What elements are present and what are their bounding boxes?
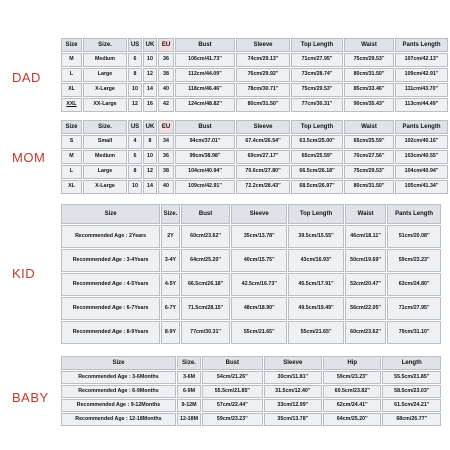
dad-cell: 12 — [128, 98, 142, 112]
dad-cell: Medium — [83, 53, 127, 67]
dad-header-cell: Size — [61, 38, 82, 52]
mom-cell: 103cm/40.55'' — [395, 150, 448, 164]
kid-header-cell: Size — [61, 204, 160, 224]
baby-header-cell: Sleeve — [264, 356, 322, 370]
dad-cell: 40 — [158, 83, 174, 97]
baby-cell: 61.5cm/24.21'' — [382, 399, 441, 412]
table-row — [61, 385, 441, 398]
dad-header-cell: Pants Length — [395, 38, 448, 52]
baby-header-cell: Bust — [202, 356, 262, 370]
kid-cell: 39.5cm/15.55'' — [288, 225, 344, 248]
baby-cell: Recommended Age : 9-12Months — [61, 399, 176, 412]
mom-cell: 40 — [158, 180, 174, 194]
mom-cell: L — [61, 165, 82, 179]
kid-header-cell: Sleeve — [231, 204, 287, 224]
kid-cell: 56cm/22.05'' — [345, 297, 386, 320]
dad-cell: 109cm/42.91'' — [395, 68, 448, 82]
mom-cell: 72.2cm/28.43'' — [236, 180, 290, 194]
kid-cell: Recommended Age : 4-5Years — [61, 273, 160, 296]
dad-cell: 85cm/33.46'' — [344, 83, 394, 97]
mom-cell: 105cm/41.34'' — [395, 180, 448, 194]
dad-header-cell: UK — [143, 38, 157, 52]
kid-cell: 64cm/25.20'' — [181, 249, 231, 272]
mom-cell: 102cm/40.16'' — [395, 135, 448, 149]
baby-cell: 6-9M — [177, 385, 201, 398]
mom-cell: 36 — [158, 150, 174, 164]
baby-header-cell: Size — [61, 356, 176, 370]
mom-cell: 14 — [143, 180, 157, 194]
kid-cell: 50cm/19.69'' — [345, 249, 386, 272]
dad-cell: 118cm/46.46'' — [175, 83, 235, 97]
kid-cell: 52cm/20.47'' — [345, 273, 386, 296]
kid-header-cell: Pants Length — [387, 204, 441, 224]
dad-cell: 36 — [158, 53, 174, 67]
kid-cell: 60cm/23.62'' — [181, 225, 231, 248]
table-row — [61, 165, 448, 179]
baby-cell: 31.5cm/12.40'' — [264, 385, 322, 398]
kid-cell: 3-4Y — [161, 249, 180, 272]
kid-cell: 46cm/18.11'' — [345, 225, 386, 248]
dad-cell: XX-Large — [83, 98, 127, 112]
dad-cell: 12 — [143, 68, 157, 82]
dad-header-cell: EU — [158, 38, 174, 52]
mom-cell: 66.5cm/26.18'' — [291, 165, 343, 179]
baby-cell: 60.5cm/23.82'' — [323, 385, 381, 398]
dad-cell: 14 — [143, 83, 157, 97]
table-row — [61, 150, 448, 164]
baby-cell: 55.5cm/21.85'' — [382, 371, 441, 384]
table-row — [61, 68, 448, 82]
mom-cell: 70cm/27.56'' — [344, 150, 394, 164]
kid-header-row — [61, 204, 441, 224]
baby-cell: 57cm/22.44'' — [202, 399, 262, 412]
baby-cell: 62cm/24.41'' — [323, 399, 381, 412]
dad-cell: 42 — [158, 98, 174, 112]
mom-cell: 65cm/25.59'' — [291, 150, 343, 164]
mom-header-row — [61, 120, 448, 134]
kid-cell: 42.5cm/16.73'' — [231, 273, 287, 296]
mom-cell: 8 — [128, 165, 142, 179]
mom-cell: 104cm/40.94'' — [175, 165, 235, 179]
kid-cell: Recommended Age : 3-4Years — [61, 249, 160, 272]
baby-cell: Recommended Age : 6-9Months — [61, 385, 176, 398]
dad-cell: XL — [61, 83, 82, 97]
dad-cell: 75cm/29.53'' — [291, 83, 343, 97]
baby-cell: 30cm/11.81'' — [264, 371, 322, 384]
mom-cell: X-Large — [83, 180, 127, 194]
dad-header-cell: Waist — [344, 38, 394, 52]
mom-cell: 6 — [128, 150, 142, 164]
dad-header-cell: Top Length — [291, 38, 343, 52]
mom-cell: 67.4cm/26.54'' — [236, 135, 290, 149]
kid-cell: 2Y — [161, 225, 180, 248]
kid-cell: 77cm/30.31'' — [181, 321, 231, 344]
kid-header-cell: Top Length — [288, 204, 344, 224]
dad-cell: 16 — [143, 98, 157, 112]
table-row — [61, 321, 441, 344]
mom-header-cell: Pants Length — [395, 120, 448, 134]
kid-label: KID — [12, 266, 36, 281]
mom-header-cell: UK — [143, 120, 157, 134]
table-row — [61, 180, 448, 194]
dad-cell: 111cm/43.70'' — [395, 83, 448, 97]
mom-cell: 69cm/27.17'' — [236, 150, 290, 164]
table-row — [61, 249, 441, 272]
kid-cell: Recommended Age : 8-9Years — [61, 321, 160, 344]
kid-cell: 59cm/23.23'' — [387, 249, 441, 272]
kid-cell: Recommended Age : 2Years — [61, 225, 160, 248]
mom-cell: Small — [83, 135, 127, 149]
mom-header-cell: Size — [61, 120, 82, 134]
dad-cell: 106cm/41.73'' — [175, 53, 235, 67]
mom-cell: 75cm/29.53'' — [344, 165, 394, 179]
mom-cell: 99cm/38.98'' — [175, 150, 235, 164]
mom-cell: 4 — [128, 135, 142, 149]
dad-cell: 78cm/30.71'' — [236, 83, 290, 97]
dad-cell: 80cm/31.50'' — [236, 98, 290, 112]
baby-cell: 59cm/23.23'' — [323, 371, 381, 384]
dad-cell: 76cm/29.92'' — [236, 68, 290, 82]
mom-cell: 63.5cm/25.00'' — [291, 135, 343, 149]
mom-cell: 80cm/31.50'' — [344, 180, 394, 194]
baby-header-cell: Hip — [323, 356, 381, 370]
dad-cell: 124cm/48.82'' — [175, 98, 235, 112]
dad-size-table — [60, 37, 449, 113]
dad-cell: X-Large — [83, 83, 127, 97]
kid-cell: Recommended Age : 6-7Years — [61, 297, 160, 320]
kid-cell: 71.5cm/28.15'' — [181, 297, 231, 320]
dad-cell: Large — [83, 68, 127, 82]
table-row — [61, 53, 448, 67]
mom-header-cell: Waist — [344, 120, 394, 134]
baby-cell: 64cm/25.20'' — [323, 413, 381, 426]
baby-cell: 58.5cm/23.03'' — [382, 385, 441, 398]
baby-header-cell: Size. — [177, 356, 201, 370]
dad-cell: 10 — [143, 53, 157, 67]
kid-cell: 63cm/24.80'' — [387, 273, 441, 296]
dad-header-row — [61, 38, 448, 52]
dad-cell: 113cm/44.49'' — [395, 98, 448, 112]
mom-header-cell: Size. — [83, 120, 127, 134]
dad-cell: 90cm/35.43'' — [344, 98, 394, 112]
dad-cell: L — [61, 68, 82, 82]
mom-header-cell: US — [128, 120, 142, 134]
baby-cell: 68cm/26.77'' — [382, 413, 441, 426]
mom-cell: 10 — [128, 180, 142, 194]
dad-cell: 77cm/30.31'' — [291, 98, 343, 112]
kid-cell: 66.5cm/26.18'' — [181, 273, 231, 296]
dad-header-cell: US — [128, 38, 142, 52]
kid-cell: 40cm/15.75'' — [231, 249, 287, 272]
dad-cell: XXL — [61, 98, 82, 112]
mom-cell: 68.5cm/26.97'' — [291, 180, 343, 194]
dad-header-cell: Size. — [83, 38, 127, 52]
mom-cell: M — [61, 150, 82, 164]
mom-cell: Medium — [83, 150, 127, 164]
mom-cell: 38 — [158, 165, 174, 179]
kid-header-cell: Waist — [345, 204, 386, 224]
baby-header-cell: Length — [382, 356, 441, 370]
mom-cell: S — [61, 135, 82, 149]
baby-cell: 9-12M — [177, 399, 201, 412]
kid-cell: 60cm/23.62'' — [345, 321, 386, 344]
mom-cell: 34 — [158, 135, 174, 149]
kid-cell: 43cm/16.93'' — [288, 249, 344, 272]
baby-cell: 55.5cm/21.85'' — [202, 385, 262, 398]
table-row — [61, 413, 441, 426]
mom-cell: 12 — [143, 165, 157, 179]
mom-header-cell: Top Length — [291, 120, 343, 134]
table-row — [61, 273, 441, 296]
dad-cell: 38 — [158, 68, 174, 82]
kid-cell: 4-5Y — [161, 273, 180, 296]
dad-cell: 10 — [128, 83, 142, 97]
dad-cell: 8 — [128, 68, 142, 82]
dad-cell: 73cm/28.74'' — [291, 68, 343, 82]
dad-cell: 80cm/31.50'' — [344, 68, 394, 82]
dad-cell: 74cm/29.13'' — [236, 53, 290, 67]
baby-cell: 35cm/13.78'' — [264, 413, 322, 426]
mom-cell: 104cm/40.94'' — [395, 165, 448, 179]
mom-cell: 94cm/37.01'' — [175, 135, 235, 149]
mom-header-cell: EU — [158, 120, 174, 134]
kid-cell: 49.5cm/19.49'' — [288, 297, 344, 320]
mom-size-table — [60, 119, 449, 195]
baby-cell: Recommended Age : 3-6Months — [61, 371, 176, 384]
dad-cell: 75cm/29.53'' — [344, 53, 394, 67]
kid-cell: 48cm/18.90'' — [231, 297, 287, 320]
dad-cell: 6 — [128, 53, 142, 67]
baby-label: BABY — [12, 390, 49, 405]
table-row — [61, 135, 448, 149]
dad-label: DAD — [12, 70, 41, 85]
kid-cell: 71cm/27.95'' — [387, 297, 441, 320]
baby-cell: 12-18M — [177, 413, 201, 426]
table-row — [61, 297, 441, 320]
baby-cell: 3-6M — [177, 371, 201, 384]
baby-cell: 54cm/21.26'' — [202, 371, 262, 384]
kid-cell: 55cm/21.65'' — [288, 321, 344, 344]
dad-cell: 107cm/42.13'' — [395, 53, 448, 67]
baby-header-row — [61, 356, 441, 370]
kid-header-cell: Size. — [161, 204, 180, 224]
baby-cell: Recommended Age : 12-18Months — [61, 413, 176, 426]
kid-cell: 6-7Y — [161, 297, 180, 320]
table-row — [61, 399, 441, 412]
table-row — [61, 371, 441, 384]
dad-cell: 112cm/44.09'' — [175, 68, 235, 82]
mom-cell: XL — [61, 180, 82, 194]
baby-cell: 59cm/23.23'' — [202, 413, 262, 426]
mom-cell: 8 — [143, 135, 157, 149]
kid-cell: 8-9Y — [161, 321, 180, 344]
kid-header-cell: Bust — [181, 204, 231, 224]
baby-cell: 33cm/12.99'' — [264, 399, 322, 412]
kid-size-table — [60, 203, 442, 345]
baby-size-table — [60, 355, 442, 427]
dad-header-cell: Sleeve — [236, 38, 290, 52]
table-row — [61, 83, 448, 97]
mom-cell: Large — [83, 165, 127, 179]
mom-label: MOM — [12, 150, 46, 165]
mom-cell: 70.6cm/27.80'' — [236, 165, 290, 179]
mom-cell: 65cm/25.59'' — [344, 135, 394, 149]
kid-cell: 55cm/21.65'' — [231, 321, 287, 344]
table-row — [61, 98, 448, 112]
kid-cell: 45.5cm/17.91'' — [288, 273, 344, 296]
mom-cell: 10 — [143, 150, 157, 164]
kid-cell: 79cm/31.10'' — [387, 321, 441, 344]
table-row — [61, 225, 441, 248]
dad-header-cell: Bust — [175, 38, 235, 52]
kid-cell: 35cm/13.78'' — [231, 225, 287, 248]
dad-cell: 71cm/27.95'' — [291, 53, 343, 67]
dad-cell: M — [61, 53, 82, 67]
mom-header-cell: Sleeve — [236, 120, 290, 134]
mom-cell: 109cm/42.91'' — [175, 180, 235, 194]
kid-cell: 51cm/20.08'' — [387, 225, 441, 248]
mom-header-cell: Bust — [175, 120, 235, 134]
